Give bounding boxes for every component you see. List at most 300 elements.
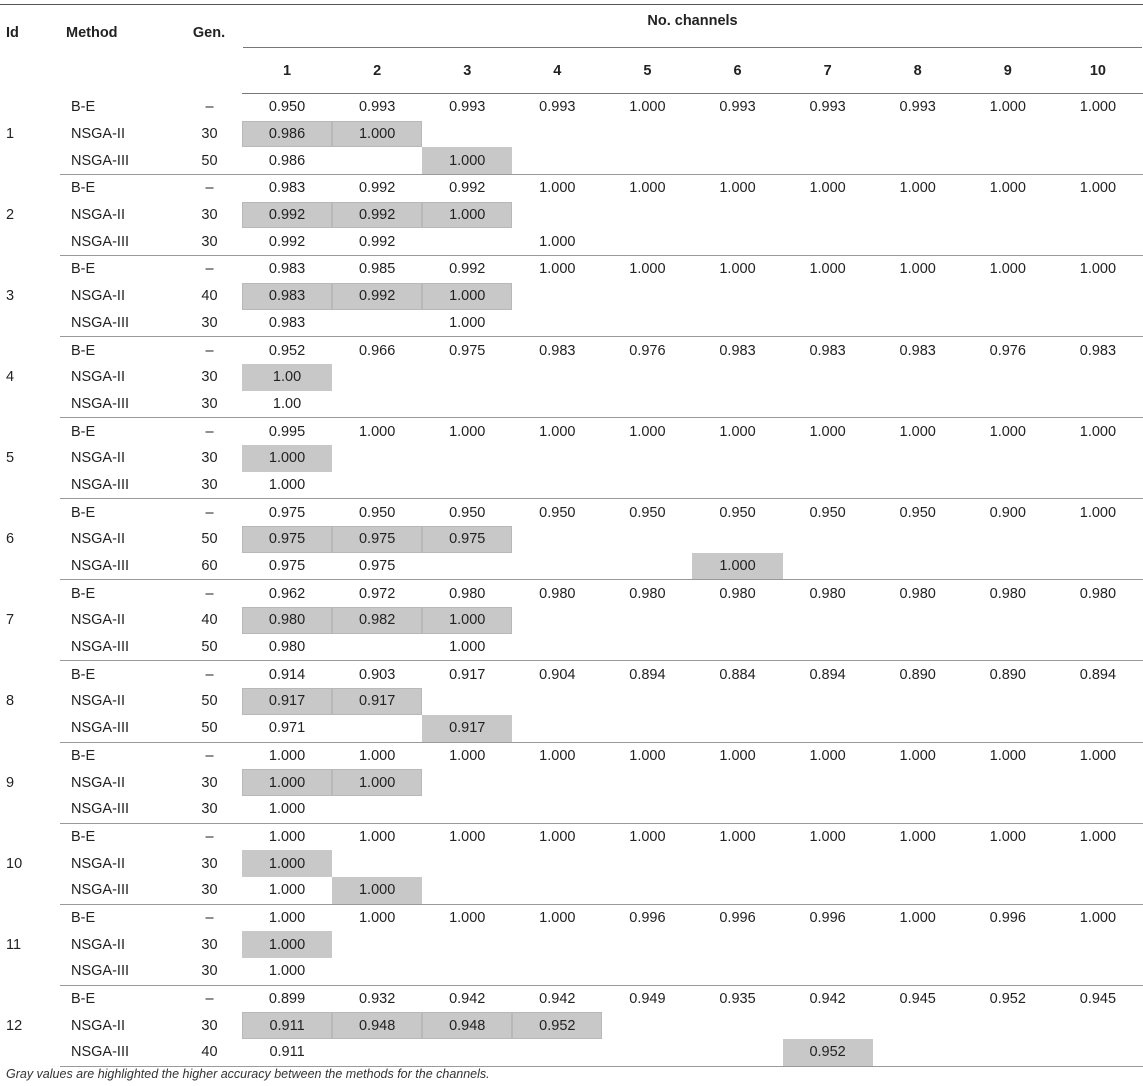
table-row (0, 634, 1143, 661)
cell-channel-1-highlighted: 0.917 (242, 688, 332, 715)
cell-channel-1: 0.980 (242, 634, 332, 661)
row-gen: – (205, 180, 214, 197)
header-channel-7: 7 (783, 44, 873, 94)
row-gen: 30 (177, 877, 242, 904)
cell-channel-6 (692, 850, 782, 877)
cell-channel-7: 0.996 (809, 909, 846, 926)
row-gen: 40 (177, 1039, 242, 1066)
cell-channel-10 (1053, 1039, 1143, 1066)
row-method: NSGA-II (71, 693, 125, 710)
cell-channel-2: 0.975 (332, 553, 422, 580)
cell-channel-10: 1.000 (1079, 828, 1117, 845)
cell-channel-1: 0.983 (268, 261, 306, 278)
cell-channel-9 (963, 715, 1053, 742)
table-row (0, 256, 1143, 283)
cell-channel-2 (332, 310, 422, 337)
cell-channel-6: 0.980 (719, 585, 756, 602)
cell-channel-10: 1.000 (1079, 423, 1117, 440)
cell-channel-1: 0.950 (268, 99, 306, 116)
row-id: 5 (6, 450, 15, 467)
cell-channel-10 (1053, 283, 1143, 310)
cell-channel-2-highlighted: 1.000 (332, 769, 422, 796)
cell-channel-6-highlighted: 1.000 (692, 553, 782, 580)
cell-channel-8 (873, 228, 963, 255)
cell-channel-5: 0.950 (629, 504, 666, 521)
cell-channel-10: 1.000 (1079, 99, 1117, 116)
row-method: NSGA-III (60, 553, 177, 580)
row-id: 12 (6, 1017, 23, 1034)
cell-channel-9 (963, 769, 1053, 796)
cell-channel-8: 1.000 (899, 261, 936, 278)
cell-channel-10 (1053, 391, 1143, 418)
cell-channel-8: 1.000 (899, 747, 936, 764)
table-row (0, 121, 1143, 148)
cell-channel-3: 1.000 (449, 909, 486, 926)
cell-channel-3: 1.000 (449, 828, 486, 845)
cell-channel-1: 0.899 (268, 991, 306, 1008)
row-gen: 30 (201, 126, 218, 143)
row-method: NSGA-III (60, 310, 177, 337)
cell-channel-8: 1.000 (899, 180, 936, 197)
cell-channel-6 (692, 364, 782, 391)
cell-channel-2: 0.985 (358, 261, 396, 278)
cell-channel-7 (783, 715, 873, 742)
cell-channel-5 (602, 607, 692, 634)
table-row (0, 364, 1143, 391)
cell-channel-7 (783, 445, 873, 472)
row-method: B-E (71, 585, 96, 602)
row-gen: 30 (201, 1017, 218, 1034)
cell-channel-8: 0.890 (899, 666, 936, 683)
table-row (0, 94, 1143, 121)
cell-channel-1: 0.983 (242, 310, 332, 337)
cell-channel-2-highlighted: 0.992 (332, 283, 422, 310)
cell-channel-7 (783, 931, 873, 958)
cell-channel-5 (602, 445, 692, 472)
cell-channel-10 (1053, 931, 1143, 958)
cell-channel-5 (602, 634, 692, 661)
cell-channel-3 (422, 553, 512, 580)
row-gen: 40 (201, 612, 218, 629)
row-gen: – (205, 909, 214, 926)
cell-channel-4: 1.000 (512, 228, 602, 255)
cell-channel-2-highlighted: 0.917 (332, 688, 422, 715)
cell-channel-6 (692, 1012, 782, 1039)
cell-channel-8 (873, 310, 963, 337)
row-gen: – (205, 342, 214, 359)
row-gen: 30 (201, 774, 218, 791)
cell-channel-4: 0.993 (539, 99, 576, 116)
row-method: NSGA-II (71, 369, 125, 386)
cell-channel-7: 0.983 (809, 342, 846, 359)
cell-channel-8 (873, 1012, 963, 1039)
cell-channel-2 (332, 147, 422, 174)
cell-channel-5 (602, 688, 692, 715)
cell-channel-6 (692, 958, 782, 985)
cell-channel-4: 1.000 (539, 909, 576, 926)
cell-channel-8 (873, 796, 963, 823)
row-method: B-E (71, 666, 96, 683)
cell-channel-9 (963, 147, 1053, 174)
cell-channel-1: 0.992 (242, 228, 332, 255)
cell-channel-9 (963, 688, 1053, 715)
row-method: NSGA-II (71, 207, 125, 224)
table-row (0, 688, 1143, 715)
table-row (0, 472, 1143, 499)
row-gen: 30 (177, 472, 242, 499)
cell-channel-4: 0.950 (539, 504, 576, 521)
row-id: 9 (6, 774, 15, 791)
cell-channel-8 (873, 553, 963, 580)
row-gen: 30 (201, 207, 218, 224)
cell-channel-1-highlighted: 0.911 (242, 1012, 332, 1039)
cell-channel-6 (692, 931, 782, 958)
table-row (0, 661, 1143, 688)
cell-channel-10 (1053, 121, 1143, 148)
row-method: B-E (71, 261, 96, 278)
cell-channel-5 (602, 283, 692, 310)
cell-channel-10 (1053, 228, 1143, 255)
cell-channel-1: 0.914 (268, 666, 306, 683)
cell-channel-2: 1.000 (358, 909, 396, 926)
cell-channel-3-highlighted: 0.917 (422, 715, 512, 742)
cell-channel-1-highlighted: 0.983 (242, 283, 332, 310)
cell-channel-9 (963, 526, 1053, 553)
cell-channel-10 (1053, 202, 1143, 229)
cell-channel-5 (602, 850, 692, 877)
header-channels-group (242, 5, 1143, 45)
row-gen: – (205, 747, 214, 764)
cell-channel-6: 1.000 (719, 747, 756, 764)
cell-channel-5 (602, 202, 692, 229)
cell-channel-5 (602, 877, 692, 904)
cell-channel-2-highlighted: 1.000 (332, 121, 422, 148)
row-gen: – (205, 991, 214, 1008)
cell-channel-5: 1.000 (629, 261, 666, 278)
cell-channel-1: 1.000 (242, 472, 332, 499)
cell-channel-6 (692, 283, 782, 310)
row-method: NSGA-II (71, 126, 125, 143)
table-row (0, 337, 1143, 364)
cell-channel-10 (1053, 147, 1143, 174)
cell-channel-6 (692, 1039, 782, 1066)
cell-channel-8 (873, 634, 963, 661)
cell-channel-8: 0.983 (899, 342, 936, 359)
cell-channel-2 (332, 796, 422, 823)
row-method: NSGA-III (60, 472, 177, 499)
cell-channel-8 (873, 850, 963, 877)
results-table (0, 4, 1143, 1067)
cell-channel-1: 1.000 (242, 796, 332, 823)
cell-channel-1: 1.000 (268, 747, 306, 764)
cell-channel-1: 0.975 (268, 504, 306, 521)
row-method: B-E (71, 747, 96, 764)
cell-channel-1: 0.911 (242, 1039, 332, 1066)
cell-channel-8 (873, 688, 963, 715)
cell-channel-3-highlighted: 0.975 (422, 526, 512, 553)
row-gen: 30 (201, 855, 218, 872)
row-gen: 30 (177, 310, 242, 337)
cell-channel-6 (692, 688, 782, 715)
header-channel-8: 8 (873, 44, 963, 94)
cell-channel-5: 0.976 (629, 342, 666, 359)
cell-channel-3 (422, 877, 512, 904)
cell-channel-5: 0.980 (629, 585, 666, 602)
cell-channel-4 (512, 1039, 602, 1066)
cell-channel-7 (783, 607, 873, 634)
header-method: Method (60, 5, 177, 94)
cell-channel-8: 1.000 (899, 909, 936, 926)
row-gen: 30 (177, 391, 242, 418)
row-method: NSGA-III (60, 877, 177, 904)
cell-channel-7 (783, 850, 873, 877)
row-method: NSGA-III (60, 715, 177, 742)
cell-channel-7: 0.894 (809, 666, 846, 683)
table-row (0, 391, 1143, 418)
cell-channel-9: 0.980 (989, 585, 1026, 602)
cell-channel-3: 1.000 (449, 747, 486, 764)
cell-channel-3 (422, 958, 512, 985)
row-method: B-E (71, 828, 96, 845)
table-row (0, 985, 1143, 1012)
cell-channel-6: 1.000 (719, 180, 756, 197)
cell-channel-3: 0.950 (449, 504, 486, 521)
cell-channel-3: 1.000 (422, 310, 512, 337)
cell-channel-2 (332, 634, 422, 661)
row-method: NSGA-II (71, 612, 125, 629)
cell-channel-8 (873, 1039, 963, 1066)
cell-channel-3 (422, 1039, 512, 1066)
cell-channel-8 (873, 526, 963, 553)
cell-channel-5 (602, 310, 692, 337)
cell-channel-1-highlighted: 1.00 (242, 364, 332, 391)
cell-channel-4 (512, 607, 602, 634)
cell-channel-8 (873, 445, 963, 472)
cell-channel-2 (332, 850, 422, 877)
cell-channel-6 (692, 147, 782, 174)
cell-channel-10 (1053, 634, 1143, 661)
cell-channel-9: 0.890 (989, 666, 1026, 683)
cell-channel-3: 1.000 (449, 423, 486, 440)
cell-channel-7: 1.000 (809, 180, 846, 197)
cell-channel-3: 0.917 (449, 666, 486, 683)
cell-channel-2 (332, 364, 422, 391)
row-gen: 30 (201, 936, 218, 953)
cell-channel-2: 0.972 (358, 585, 396, 602)
cell-channel-6: 0.983 (719, 342, 756, 359)
cell-channel-7: 0.993 (809, 99, 846, 116)
cell-channel-1: 0.975 (242, 553, 332, 580)
table-row (0, 931, 1143, 958)
cell-channel-1-highlighted: 1.000 (242, 931, 332, 958)
cell-channel-7 (783, 553, 873, 580)
row-method: NSGA-III (60, 1039, 177, 1066)
cell-channel-7 (783, 364, 873, 391)
row-id: 6 (6, 531, 15, 548)
cell-channel-10: 1.000 (1079, 180, 1117, 197)
cell-channel-5 (602, 391, 692, 418)
row-method: B-E (71, 991, 96, 1008)
row-method: B-E (71, 99, 96, 116)
cell-channel-4: 0.983 (539, 342, 576, 359)
table-row (0, 796, 1143, 823)
header-channel-4: 4 (512, 44, 602, 94)
cell-channel-2: 1.000 (358, 828, 396, 845)
cell-channel-10 (1053, 526, 1143, 553)
cell-channel-3: 0.942 (449, 991, 486, 1008)
row-method: NSGA-II (71, 450, 125, 467)
cell-channel-5: 0.996 (629, 909, 666, 926)
cell-channel-10 (1053, 877, 1143, 904)
cell-channel-1: 0.986 (242, 147, 332, 174)
cell-channel-10 (1053, 715, 1143, 742)
table-row (0, 553, 1143, 580)
cell-channel-5 (602, 931, 692, 958)
cell-channel-8 (873, 364, 963, 391)
cell-channel-3-highlighted: 1.000 (422, 283, 512, 310)
cell-channel-9: 1.000 (989, 828, 1026, 845)
row-method: NSGA-II (71, 855, 125, 872)
cell-channel-5: 0.949 (629, 991, 666, 1008)
cell-channel-9 (963, 391, 1053, 418)
cell-channel-9 (963, 607, 1053, 634)
cell-channel-7: 0.980 (809, 585, 846, 602)
cell-channel-4 (512, 688, 602, 715)
table-row (0, 769, 1143, 796)
cell-channel-4 (512, 472, 602, 499)
cell-channel-3-highlighted: 0.948 (422, 1012, 512, 1039)
cell-channel-5: 1.000 (629, 99, 666, 116)
cell-channel-6: 1.000 (719, 828, 756, 845)
row-gen: – (205, 585, 214, 602)
row-gen: 30 (177, 228, 242, 255)
cell-channel-1: 0.983 (268, 180, 306, 197)
cell-channel-5 (602, 526, 692, 553)
cell-channel-2 (332, 472, 422, 499)
cell-channel-4 (512, 553, 602, 580)
cell-channel-7 (783, 688, 873, 715)
cell-channel-4 (512, 877, 602, 904)
cell-channel-10 (1053, 553, 1143, 580)
cell-channel-5 (602, 147, 692, 174)
cell-channel-10 (1053, 796, 1143, 823)
cell-channel-10 (1053, 688, 1143, 715)
header-channel-9: 9 (963, 44, 1053, 94)
row-gen: – (205, 828, 214, 845)
table-row (0, 742, 1143, 769)
cell-channel-3: 1.000 (422, 634, 512, 661)
row-method: B-E (71, 909, 96, 926)
row-method: NSGA-II (71, 1017, 125, 1034)
cell-channel-9 (963, 202, 1053, 229)
cell-channel-1: 1.000 (268, 909, 306, 926)
cell-channel-4 (512, 445, 602, 472)
table-row (0, 202, 1143, 229)
table-body (0, 94, 1143, 1067)
table-row (0, 310, 1143, 337)
cell-channel-10: 0.894 (1079, 666, 1117, 683)
header-channel-2: 2 (332, 44, 422, 94)
cell-channel-3: 0.980 (449, 585, 486, 602)
cell-channel-3-highlighted: 1.000 (422, 607, 512, 634)
cell-channel-10: 0.945 (1079, 991, 1117, 1008)
row-gen: – (205, 423, 214, 440)
cell-channel-4 (512, 121, 602, 148)
cell-channel-3-highlighted: 1.000 (422, 147, 512, 174)
cell-channel-8: 0.945 (899, 991, 936, 1008)
cell-channel-7 (783, 310, 873, 337)
row-id: 1 (6, 126, 15, 143)
cell-channel-1-highlighted: 0.992 (242, 202, 332, 229)
row-method: NSGA-III (60, 634, 177, 661)
cell-channel-10 (1053, 607, 1143, 634)
row-method: B-E (71, 423, 96, 440)
cell-channel-7 (783, 283, 873, 310)
cell-channel-8: 1.000 (899, 828, 936, 845)
cell-channel-5: 1.000 (629, 180, 666, 197)
cell-channel-7 (783, 228, 873, 255)
cell-channel-7: 1.000 (809, 423, 846, 440)
cell-channel-2 (332, 715, 422, 742)
cell-channel-3 (422, 769, 512, 796)
cell-channel-4: 0.942 (539, 991, 576, 1008)
cell-channel-9 (963, 121, 1053, 148)
cell-channel-7: 1.000 (809, 747, 846, 764)
cell-channel-8 (873, 121, 963, 148)
cell-channel-7 (783, 391, 873, 418)
cell-channel-2: 1.000 (358, 747, 396, 764)
cell-channel-2-highlighted: 0.992 (332, 202, 422, 229)
row-method: B-E (71, 342, 96, 359)
cell-channel-3 (422, 931, 512, 958)
cell-channel-4: 1.000 (539, 180, 576, 197)
row-id: 2 (6, 207, 15, 224)
cell-channel-7 (783, 147, 873, 174)
cell-channel-6 (692, 877, 782, 904)
cell-channel-9 (963, 283, 1053, 310)
cell-channel-3 (422, 121, 512, 148)
row-gen: 30 (177, 796, 242, 823)
row-gen: 30 (201, 369, 218, 386)
cell-channel-3-highlighted: 1.000 (422, 202, 512, 229)
cell-channel-8: 0.950 (899, 504, 936, 521)
row-id: 4 (6, 369, 15, 386)
cell-channel-8 (873, 877, 963, 904)
cell-channel-6: 1.000 (719, 261, 756, 278)
cell-channel-8: 1.000 (899, 423, 936, 440)
cell-channel-4 (512, 715, 602, 742)
cell-channel-2: 0.903 (358, 666, 396, 683)
cell-channel-10 (1053, 472, 1143, 499)
cell-channel-6 (692, 202, 782, 229)
cell-channel-2: 0.992 (358, 180, 396, 197)
cell-channel-4: 1.000 (539, 747, 576, 764)
cell-channel-2: 0.993 (358, 99, 396, 116)
cell-channel-1-highlighted: 1.000 (242, 850, 332, 877)
cell-channel-9 (963, 310, 1053, 337)
row-method: NSGA-II (71, 774, 125, 791)
cell-channel-8 (873, 472, 963, 499)
cell-channel-5 (602, 1039, 692, 1066)
cell-channel-3: 0.975 (449, 342, 486, 359)
cell-channel-4: 1.000 (539, 828, 576, 845)
cell-channel-1: 0.952 (268, 342, 306, 359)
table-row (0, 607, 1143, 634)
cell-channel-9 (963, 472, 1053, 499)
table-row (0, 526, 1143, 553)
cell-channel-7: 1.000 (809, 828, 846, 845)
cell-channel-10 (1053, 445, 1143, 472)
